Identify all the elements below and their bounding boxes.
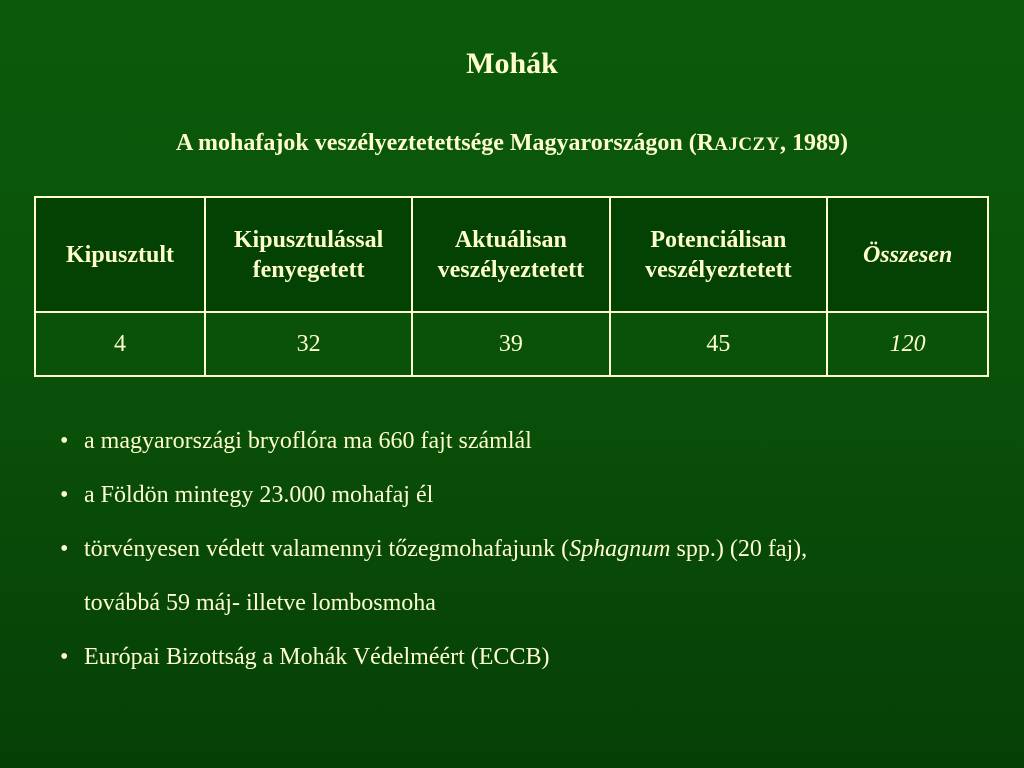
bullet-icon: •	[60, 482, 69, 508]
header-potencialisan-veszelyeztetett	[610, 197, 828, 312]
slide-title: Mohák	[466, 47, 558, 80]
header-text: Kipusztult	[65, 241, 175, 268]
slide-subtitle	[0, 126, 1024, 162]
bullet-text: a magyarországi bryoflóra ma 660 fajt számlál	[84, 428, 532, 454]
bullet-text: Európai Bizottság a Mohák Védelméért (ECCB)	[84, 644, 550, 670]
header-text: fenyegetett	[252, 256, 365, 283]
header-text: Potenciálisan	[650, 226, 787, 253]
header-text: Kipusztulással	[233, 226, 384, 253]
header-kipusztult	[35, 197, 205, 312]
table-header-row	[35, 197, 988, 312]
header-osszesen	[827, 197, 988, 312]
header-text: veszélyeztetett	[437, 256, 585, 283]
bullet-icon: •	[60, 536, 69, 562]
bryophyte-threat-table	[34, 196, 989, 377]
header-text: veszélyeztetett	[645, 256, 792, 283]
bullet-icon: •	[60, 428, 69, 454]
cell-aktualisan-veszelyeztetett: 39	[412, 312, 609, 376]
header-text: Összesen	[862, 241, 953, 268]
header-kipusztulassal-fenyegetett	[205, 197, 412, 312]
cell-kipusztulassal-fenyegetett: 32	[205, 312, 412, 376]
header-text: Aktuálisan	[454, 226, 567, 253]
bullet-text: a Földön mintegy 23.000 mohafaj él	[84, 482, 434, 508]
subtitle-author-initial: R	[696, 130, 715, 156]
bullet-list	[60, 414, 980, 684]
bullet-text: továbbá 59 máj- illetve lombosmoha	[84, 590, 436, 616]
subtitle-author-rest: AJCZY	[714, 134, 780, 155]
subtitle-main-text: A mohafajok veszélyeztetettsége Magyarországon (	[176, 130, 697, 156]
list-item	[60, 522, 980, 576]
bullet-icon: •	[60, 644, 69, 670]
list-item	[60, 414, 980, 468]
cell-osszesen: 120	[827, 312, 988, 376]
list-item	[60, 468, 980, 522]
bullet-text-italic: Sphagnum	[569, 536, 671, 562]
cell-kipusztult: 4	[35, 312, 205, 376]
list-item-continuation	[60, 576, 980, 630]
bullet-text-before: törvényesen védett valamennyi tőzegmohafajunk (	[84, 536, 570, 562]
cell-potencialisan-veszelyeztetett: 45	[610, 312, 828, 376]
subtitle-year: , 1989)	[779, 130, 848, 156]
list-item	[60, 630, 980, 684]
header-aktualisan-veszelyeztetett	[412, 197, 609, 312]
bullet-text-after: spp.) (20 faj),	[670, 536, 808, 562]
table-row	[35, 312, 988, 376]
